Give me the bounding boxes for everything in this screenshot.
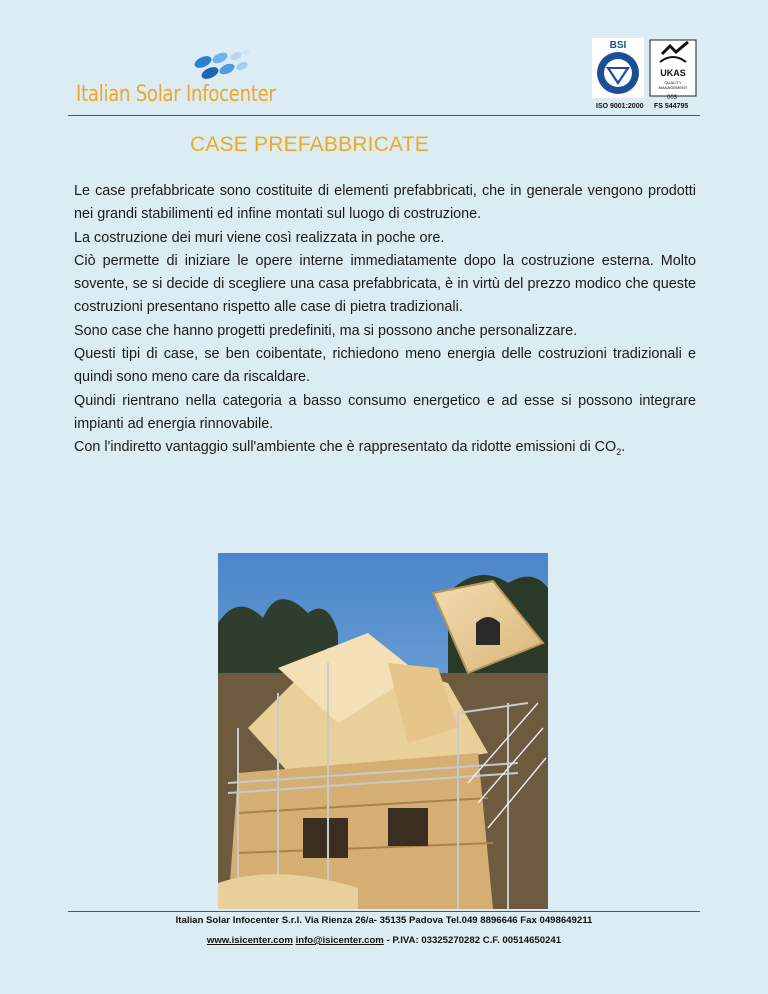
footer-divider	[68, 911, 700, 912]
email-link[interactable]: info@isicenter.com	[295, 935, 384, 946]
ukas-sub1: QUALITY	[664, 80, 682, 85]
paragraph: Questi tipi di case, se ben coibentate, richiedono meno energia delle costruzioni tradizionali e quindi sono meno care da riscaldare.	[74, 346, 696, 386]
paragraph-text: Con l'indiretto vantaggio sull'ambiente che è rappresentato da ridotte emissioni di CO	[74, 439, 617, 456]
logo-dots-graphic	[193, 48, 251, 81]
paragraph-co2	[74, 436, 696, 464]
paragraph: Le case prefabbricate sono costituite di elementi prefabbricati, che in generale vengono prodotti nei grandi stabilimenti ed infine montati sul luogo di costruzione.	[74, 183, 696, 223]
cert-number: 003	[667, 95, 678, 101]
ukas-mark	[650, 40, 696, 96]
prefab-house-photo	[218, 553, 548, 909]
footer-contacts	[0, 935, 768, 946]
paragraph: La costruzione dei muri viene così realizzata in poche ore.	[74, 229, 445, 246]
body-text	[74, 180, 696, 464]
bsi-mark	[592, 38, 644, 98]
iso-label: ISO 9001:2000	[596, 103, 644, 110]
paragraph-end: .	[621, 439, 626, 456]
paragraph: Ciò permette di iniziare le opere interne immediatamente dopo la costruzione esterna. Molto sovente, se si decide di scegliere una casa prefabbricata, è in virtù del prezzo modico che queste costruzioni presentano rispetto alle case di pietra tradizionali.	[74, 252, 696, 316]
paragraph: Quindi rientrano nella categoria a basso consumo energetico e ad esse si possono integrare impianti ad energia rinnovabile.	[74, 392, 696, 432]
co2-subscript: 2	[616, 447, 622, 458]
header-divider	[68, 115, 700, 116]
website-link[interactable]: www.isicenter.com	[206, 935, 293, 946]
ukas-sub2: MANAGEMENT	[658, 85, 688, 90]
footer-address: Italian Solar Infocenter S.r.l. Via Rienza 26/a- 35135 Padova Tel.049 8896646 Fax 0498649211	[175, 915, 593, 926]
paragraph: Sono case che hanno progetti predefiniti, ma si possono anche personalizzare.	[74, 322, 578, 339]
page-title: CASE PREFABBRICATE	[190, 133, 429, 156]
footer-tax-ids: - P.IVA: 03325270282 C.F. 00514650241	[383, 935, 562, 946]
bsi-label: BSI	[609, 40, 627, 51]
ukas-label: UKAS	[660, 68, 686, 78]
fs-label: FS 544795	[654, 103, 689, 110]
logo-wordmark: Italian Solar Infocenter	[76, 82, 276, 107]
